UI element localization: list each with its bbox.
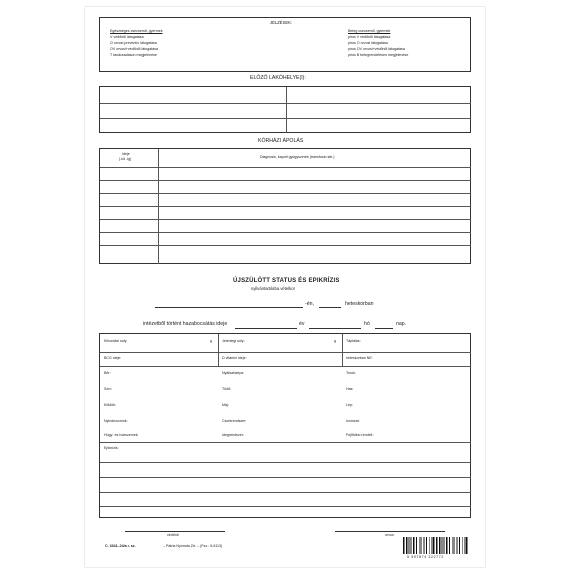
exam-label: Máj: xyxy=(222,403,229,407)
signs-right-item: piros V védőnői látogatása xyxy=(348,35,391,39)
vitd-label: D vitamin ideje: xyxy=(222,356,247,360)
hospital-col-date-sub: (-tól -ig) xyxy=(119,157,132,161)
newborn-title: ÚJSZÜLÖTT STATUS ÉS EPIKRÍZIS xyxy=(233,278,340,284)
signs-left-heading: Egészséges csecsemő, gyermek xyxy=(110,29,163,33)
exam-label: Tüdő: xyxy=(222,387,232,391)
signs-right-item: piros O orvosi látogatása xyxy=(348,41,388,45)
form-code: C. 3341–24/a r. sz. xyxy=(105,544,136,548)
discharge-month-label: hó xyxy=(364,321,370,327)
exam-label: Lép: xyxy=(346,403,353,407)
exam-label: Csontrendszer: xyxy=(222,419,247,423)
signature-nurse-label: védőnő xyxy=(167,533,179,537)
discharge-day-label: nap. xyxy=(396,321,407,327)
vitd-suffix: heteskorban NE: xyxy=(346,356,373,360)
signature-doctor-label: orvos xyxy=(385,533,394,537)
exam-label: Nyirokcsomók: xyxy=(104,419,128,423)
exam-label: Fejlődési rendell.: xyxy=(346,433,375,437)
hospital-col-date: Ideje xyxy=(122,152,130,156)
hospital-title: KÓRHÁZI ÁPOLÁS xyxy=(258,138,304,144)
birth-date-field[interactable] xyxy=(155,299,303,307)
newborn-line1-weeks: heteskorban xyxy=(345,301,374,307)
prev-address-title: ELŐZŐ LAKÓHELYE(I): xyxy=(250,75,306,81)
signs-right-heading: Beteg csecsemő, gyermek xyxy=(348,29,391,33)
exam-label: Húgy- és ivarszervek: xyxy=(104,433,139,437)
signs-left-item: O orvosi preventív látogatása xyxy=(110,41,157,45)
signs-box xyxy=(99,17,471,72)
newborn-line1-date-suffix: -én, xyxy=(305,301,314,307)
barcode-digits: 5 997874 322772 xyxy=(407,555,444,559)
exam-label: Idegrendszer: xyxy=(222,433,244,437)
current-weight-unit: g xyxy=(334,339,336,343)
signs-left-item: OV orvosi+védőnői látogatása xyxy=(110,47,159,51)
feeding-label: Táplálás: xyxy=(346,339,361,343)
signs-left-item: T tanácsadáson megjelenése xyxy=(110,53,157,57)
barcode-image xyxy=(403,537,469,554)
signs-right-item: piros B betegrendelésen megjelenése xyxy=(348,53,409,57)
exam-label: Has: xyxy=(346,387,354,391)
prev-address-field[interactable] xyxy=(287,88,469,101)
newborn-subtitle: nyilvántartásba vételkor xyxy=(251,286,295,291)
bcg-label: BCG ideje: xyxy=(104,356,122,360)
form-sheet xyxy=(85,7,485,567)
exam-label: Köldök: xyxy=(104,403,116,407)
signs-left-item: V védőnői látogatása xyxy=(110,35,144,39)
birth-weight-unit: g xyxy=(210,339,212,343)
current-weight-label: Jelenlegi súly: xyxy=(222,339,245,343)
discharge-label: intézetből történt hazabocsátás ideje xyxy=(143,321,228,327)
birth-weight-label: Kihordási súly: xyxy=(104,339,128,343)
exam-label: Izomzat: xyxy=(346,419,360,423)
exam-label: Nyálkahártya: xyxy=(222,371,244,375)
epicrisis-label: Epikrízis: xyxy=(104,446,119,450)
signs-title: JELZÉSEK: xyxy=(270,20,293,25)
prev-address-field[interactable] xyxy=(101,88,283,101)
discharge-year-label: év xyxy=(299,321,305,327)
exam-label: Bőr: xyxy=(104,371,111,375)
hospital-table xyxy=(99,148,471,264)
signs-right-item: piros OV orvosi+védőnői látogatása xyxy=(348,47,405,51)
exam-label: Torok: xyxy=(346,371,356,375)
publisher-line: – Pátria Nyomda Zrt. – (Fsz.: 5-6113) xyxy=(163,544,223,548)
measurements-table xyxy=(99,333,471,518)
exam-label: Szív: xyxy=(104,387,112,391)
hospital-col-diagnosis: Diagnosis, kapott gyógyszerek (transfusio stb.) xyxy=(260,155,335,159)
